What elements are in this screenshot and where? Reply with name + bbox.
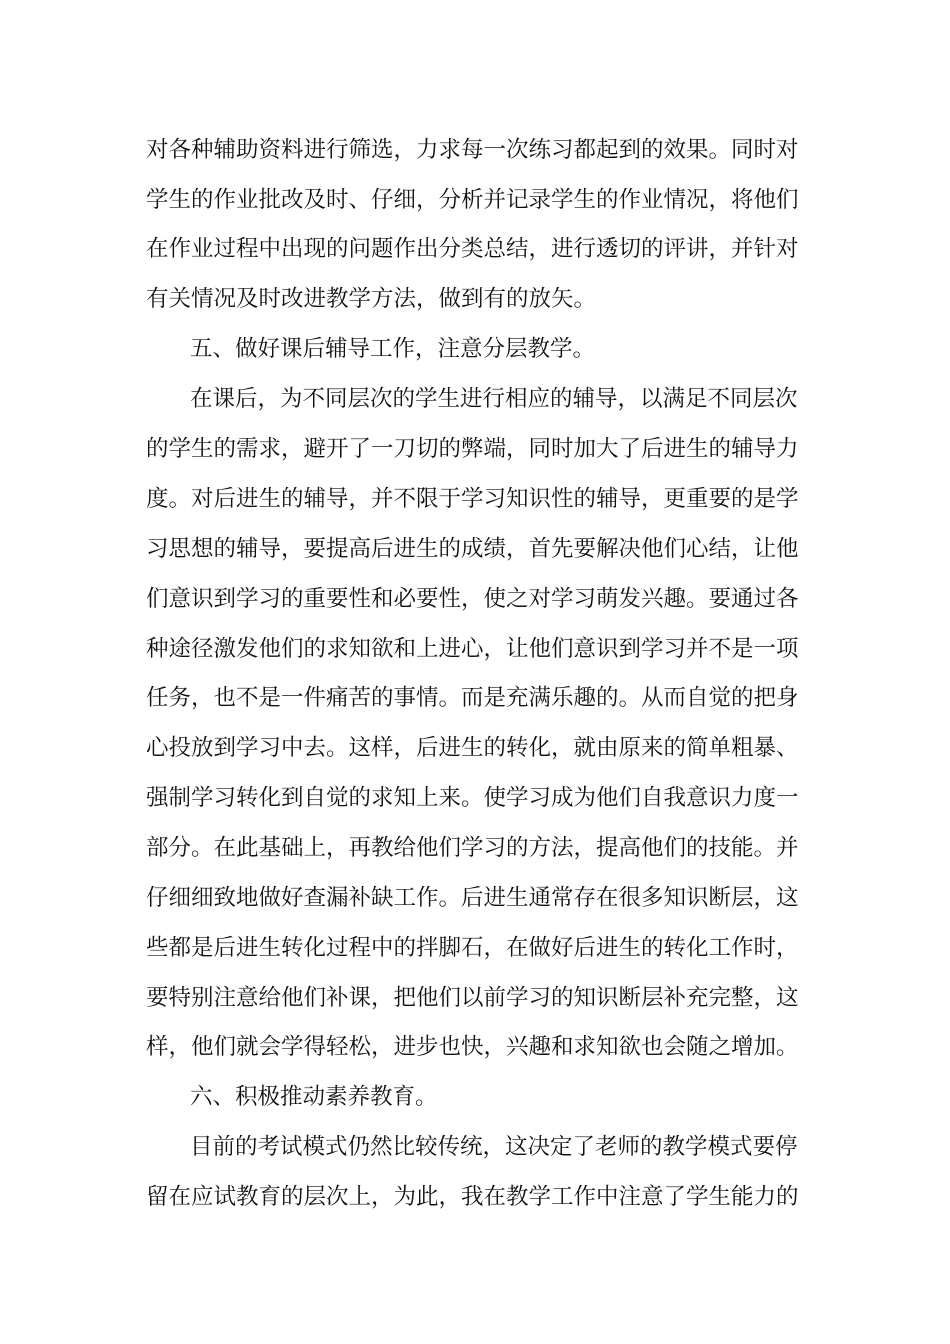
body-text-line: 学生的作业批改及时、仔细，分析并记录学生的作业情况，将他们 [146,187,799,213]
section-heading: 六、积极推动素养教育。 [190,1084,438,1110]
body-text-line: 目前的考试模式仍然比较传统，这决定了老师的教学模式要停 [190,1134,798,1160]
body-text-line: 种途径激发他们的求知欲和上进心，让他们意识到学习并不是一项 [146,636,799,662]
body-text-line: 的学生的需求，避开了一刀切的弊端，同时加大了后进生的辅导力 [146,436,799,462]
body-text-line: 度。对后进生的辅导，并不限于学习知识性的辅导，更重要的是学 [146,486,799,512]
body-text-line: 留在应试教育的层次上，为此，我在教学工作中注意了学生能力的 [146,1184,799,1210]
body-text-line: 在课后，为不同层次的学生进行相应的辅导，以满足不同层次 [190,386,798,412]
body-text-line: 样，他们就会学得轻松，进步也快，兴趣和求知欲也会随之增加。 [146,1034,799,1060]
body-text-line: 对各种辅助资料进行筛选，力求每一次练习都起到的效果。同时对 [146,137,799,163]
section-heading: 五、做好课后辅导工作，注意分层教学。 [190,336,596,362]
body-text-line: 强制学习转化到自觉的求知上来。使学习成为他们自我意识力度一 [146,785,799,811]
body-text-line: 在作业过程中出现的问题作出分类总结，进行透切的评讲，并针对 [146,236,799,262]
body-text-line: 任务，也不是一件痛苦的事情。而是充满乐趣的。从而自觉的把身 [146,685,799,711]
body-text-line: 心投放到学习中去。这样，后进生的转化，就由原来的简单粗暴、 [146,735,799,761]
body-text-line: 们意识到学习的重要性和必要性，使之对学习萌发兴趣。要通过各 [146,586,799,612]
body-text-line: 习思想的辅导，要提高后进生的成绩，首先要解决他们心结，让他 [146,536,799,562]
body-text-line: 要特别注意给他们补课，把他们以前学习的知识断层补充完整，这 [146,985,799,1011]
body-text-line: 仔细细致地做好查漏补缺工作。后进生通常存在很多知识断层，这 [146,885,799,911]
body-text-line: 有关情况及时改进教学方法，做到有的放矢。 [146,286,597,312]
body-text-line: 些都是后进生转化过程中的拌脚石，在做好后进生的转化工作时， [146,935,799,961]
body-text-line: 部分。在此基础上，再教给他们学习的方法，提高他们的技能。并 [146,835,799,861]
